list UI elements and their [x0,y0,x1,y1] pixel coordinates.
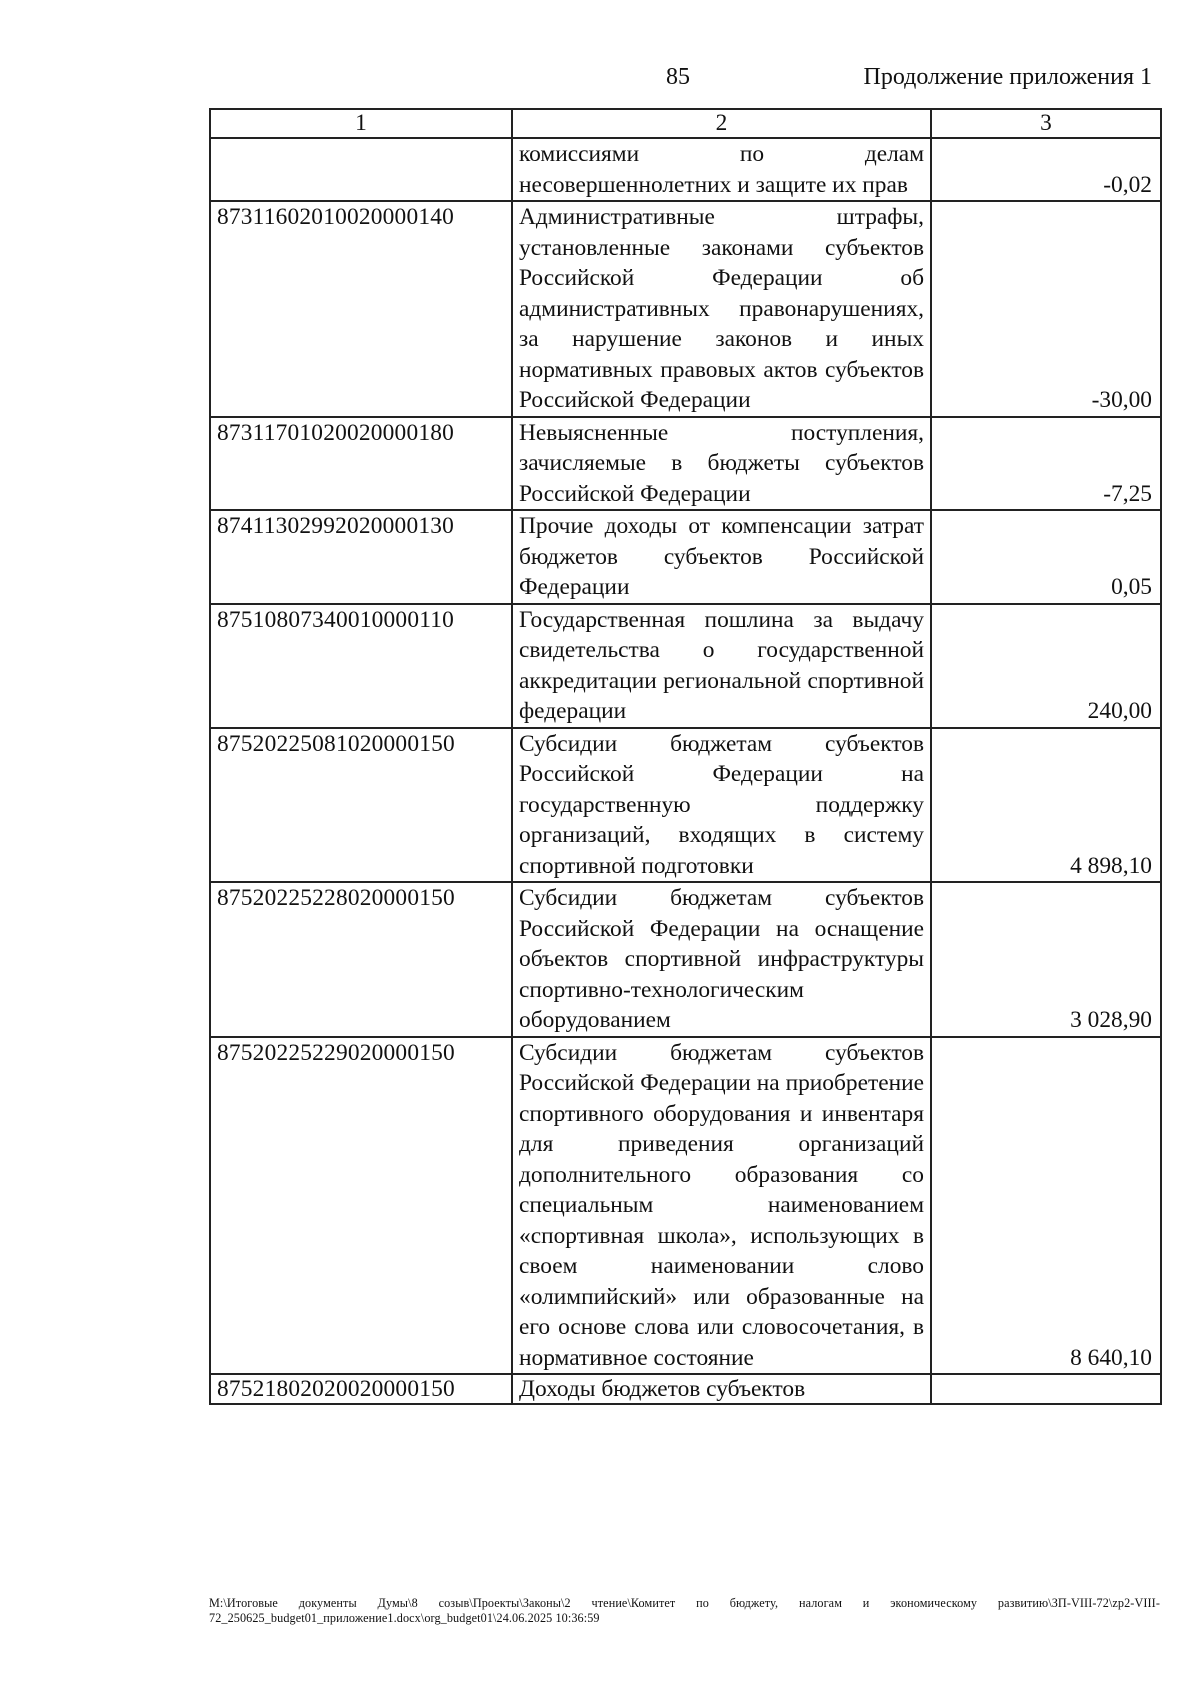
amount-cell: -0,02 [931,138,1161,201]
table-header-row [210,109,1161,138]
budget-code-cell: 87520225229020000150 [210,1037,512,1375]
amount-cell: -30,00 [931,201,1161,417]
budget-code-cell: 87521802020020000150 [210,1374,512,1404]
table-row [210,604,1161,728]
amount-cell: -7,25 [931,417,1161,511]
page-number: 85 [666,64,690,90]
column-header-2: 2 [512,109,931,138]
table-row [210,882,1161,1037]
revenue-description-cell: Государственная пошлина за выдачу свидетельства о государственной аккредитации региональной спортивной федерации [512,604,931,728]
revenue-description-cell: Прочие доходы от компенсации затрат бюджетов субъектов Российской Федерации [512,510,931,604]
column-header-3: 3 [931,109,1161,138]
table-row [210,510,1161,604]
column-header-1: 1 [210,109,512,138]
appendix-continuation-label: Продолжение приложения 1 [863,64,1152,90]
amount-cell: 3 028,90 [931,882,1161,1037]
revenue-description-cell: Субсидии бюджетам субъектов Российской Федерации на приобретение спортивного оборудования и инвентаря для приведения организаций дополнительного образования со специальным наименованием «спортивная школа», использующих в своем наименовании слово «олимпийский» или образованные на его основе слова или словосочетания, в нормативное состояние [512,1037,931,1375]
budget-code-cell: 87411302992020000130 [210,510,512,604]
revenue-description-cell: Субсидии бюджетам субъектов Российской Федерации на оснащение объектов спортивной инфраструктуры спортивно-технологическим оборудованием [512,882,931,1037]
document-file-path-footer: M:\Итоговые документы Думы\8 созыв\Проекты\Законы\2 чтение\Комитет по бюджету, налогам и экономическому развитию\ЗП-VIII-72\zp2-VIII-72_250625_budget01_приложение1.docx\org_budget01\24.06.2025 10:36:59 [209,1596,1160,1625]
amount-cell: 4 898,10 [931,728,1161,883]
budget-code-cell [210,138,512,201]
amount-cell [931,1374,1161,1404]
budget-code-cell: 87311602010020000140 [210,201,512,417]
budget-revenue-table [209,108,1162,1405]
table-row [210,1037,1161,1375]
amount-cell: 0,05 [931,510,1161,604]
budget-code-cell: 87520225228020000150 [210,882,512,1037]
table-row [210,138,1161,201]
table-row [210,1374,1161,1404]
amount-cell: 240,00 [931,604,1161,728]
revenue-description-cell: комиссиями по делам несовершеннолетних и защите их прав [512,138,931,201]
budget-code-cell: 87510807340010000110 [210,604,512,728]
amount-cell: 8 640,10 [931,1037,1161,1375]
revenue-description-cell: Невыясненные поступления, зачисляемые в бюджеты субъектов Российской Федерации [512,417,931,511]
budget-code-cell: 87520225081020000150 [210,728,512,883]
table-row [210,417,1161,511]
revenue-description-cell: Субсидии бюджетам субъектов Российской Федерации на государственную поддержку организаций, входящих в систему спортивной подготовки [512,728,931,883]
budget-code-cell: 87311701020020000180 [210,417,512,511]
table-row [210,728,1161,883]
revenue-description-cell: Доходы бюджетов субъектов [512,1374,931,1404]
revenue-description-cell: Административные штрафы, установленные законами субъектов Российской Федерации об административных правонарушениях, за нарушение законов и иных нормативных правовых актов субъектов Российской Федерации [512,201,931,417]
table-row [210,201,1161,417]
